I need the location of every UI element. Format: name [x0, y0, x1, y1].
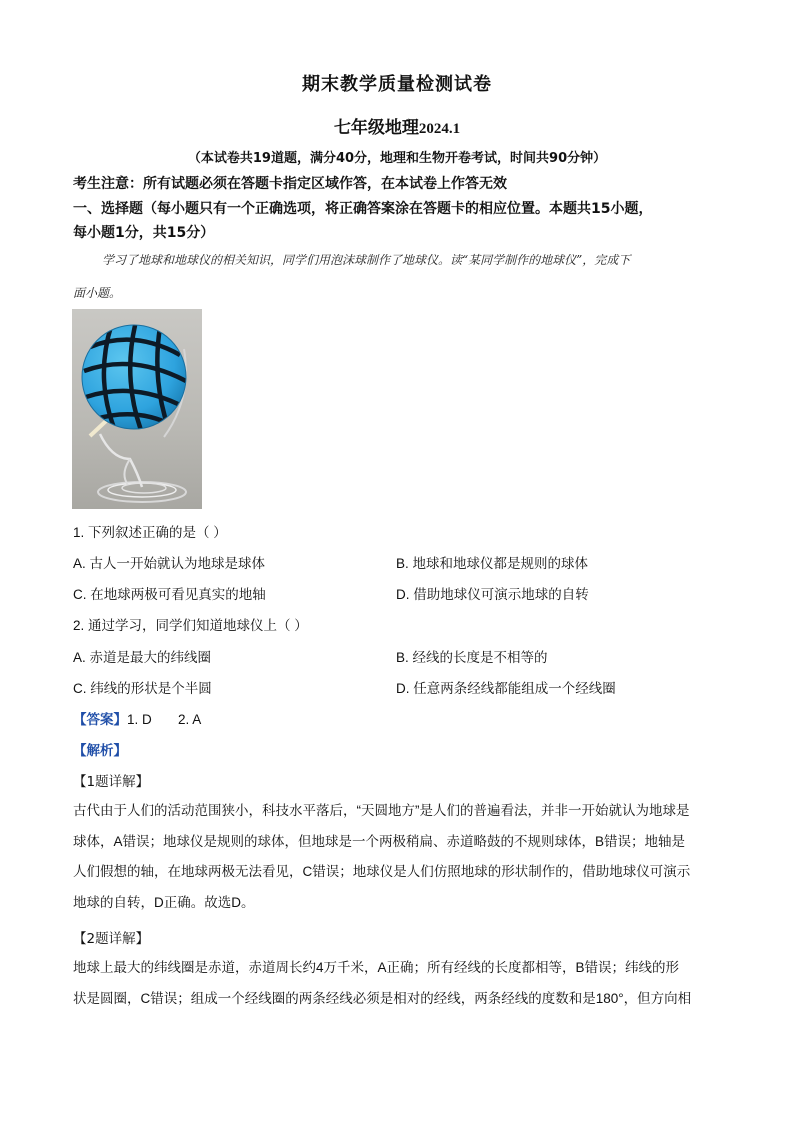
page-subtitle [0, 113, 794, 138]
detail-1-line: 地球的自转，D正确。故选D。 [73, 894, 255, 910]
q1-option-c: C. 在地球两极可看见真实的地轴 [73, 587, 266, 602]
detail-2-paragraph [73, 953, 721, 1014]
answer-line [73, 708, 201, 728]
exam-info-line: （本试卷共19道题，满分40分，地理和生物开卷考试，时间共90分钟） [187, 151, 607, 166]
section-title-line-2: 每小题1分，共15分） [73, 225, 215, 241]
answer-text: 1. D 2. A [127, 712, 202, 727]
answer-label: 【答案】 [73, 712, 127, 728]
detail-1-line: 人们假想的轴，在地球两极无法看见，C错误；地球仪是人们仿照地球的形状制作的，借助地球仪可演示 [73, 864, 691, 879]
question-1-stem: 1. 下列叙述正确的是（ ） [73, 525, 227, 540]
section-title-line-1: 一、选择题（每小题只有一个正确选项，将正确答案涂在答题卡的相应位置。本题共15小题， [73, 201, 653, 217]
detail-2-label: 【2题详解】 [73, 931, 150, 947]
intro-line-2: 面小题。 [73, 286, 122, 300]
detail-2-line: 状是圆圈，C错误；组成一个经线圈的两条经线必须是相对的经线，两条经线的度数和是180°，但方向相 [73, 990, 692, 1006]
analysis-label [73, 739, 127, 759]
detail-1-paragraph [73, 796, 721, 918]
detail-1-line: 球体，A错误；地球仪是规则的球体，但地球是一个两极稍扁、赤道略鼓的不规则球体，B错误；地轴是 [73, 833, 686, 849]
globe-photo [72, 309, 202, 509]
question-2-stem: 2. 通过学习，同学们知道地球仪上（ ） [73, 618, 308, 633]
analysis-label-text: 【解析】 [73, 743, 127, 759]
subject-title: 七年级地理 [333, 118, 419, 138]
q1-option-d: D. 借助地球仪可演示地球的自转 [396, 587, 589, 602]
q2-option-a: A. 赤道是最大的纬线圈 [73, 650, 212, 665]
q2-option-c: C. 纬线的形状是个半圆 [73, 681, 212, 696]
detail-2-line: 地球上最大的纬线圈是赤道，赤道周长约4万千米，A正确；所有经线的长度都相等，B错误；纬线的形 [73, 960, 680, 975]
page-title: 期末教学质量检测试卷 [302, 74, 492, 95]
q1-option-b: B. 地球和地球仪都是规则的球体 [396, 556, 589, 571]
notice-line: 考生注意：所有试题必须在答题卡指定区域作答，在本试卷上作答无效 [73, 176, 507, 192]
globe-illustration [72, 309, 202, 509]
q2-option-d: D. 任意两条经线都能组成一个经线圈 [396, 681, 616, 696]
detail-1-label: 【1题详解】 [73, 774, 150, 790]
intro-line-1: 学习了地球和地球仪的相关知识，同学们用泡沫球制作了地球仪。读“某同学制作的地球仪”，完成下 [102, 253, 631, 267]
q2-option-b: B. 经线的长度是不相等的 [396, 650, 548, 665]
exam-date: 2024.1 [418, 121, 461, 137]
q1-option-a: A. 古人一开始就认为地球是球体 [73, 556, 266, 571]
detail-1-line: 古代由于人们的活动范围狭小，科技水平落后，“天圆地方”是人们的普遍看法，并非一开始就认为地球是 [73, 803, 690, 818]
